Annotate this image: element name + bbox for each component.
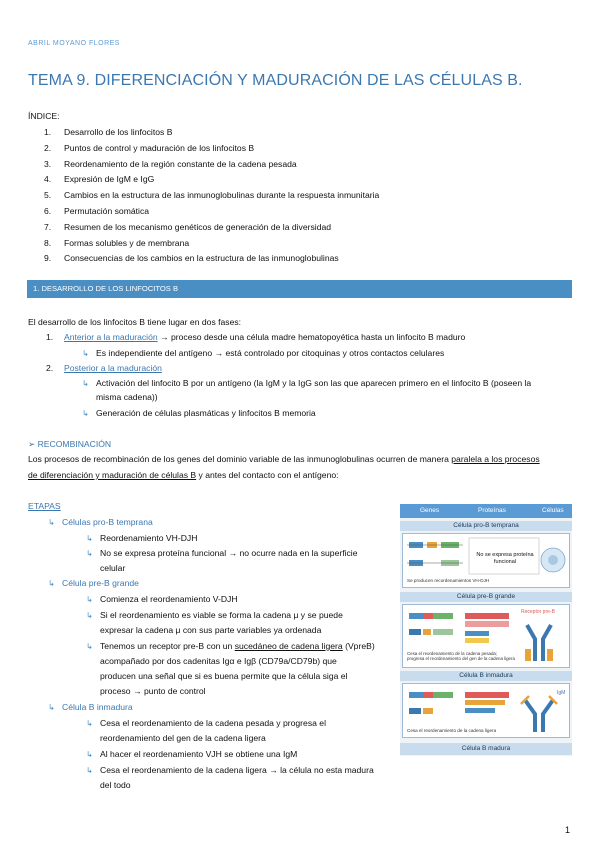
arrow-icon: ↳ xyxy=(86,642,93,651)
bullet-cont: celular xyxy=(100,563,126,573)
receptor-label: Receptor pre-B xyxy=(521,609,555,615)
bullet-cont: expresar la cadena μ con sus parte variables ya ordenada xyxy=(100,625,322,635)
bullet-text: No se expresa proteína funcional → no ocurre nada en la superficie xyxy=(100,548,358,558)
bullet-text: Reordenamiento VH-DJH xyxy=(100,533,198,543)
phase-1 xyxy=(46,332,465,342)
arrow-icon: ↳ xyxy=(86,534,93,543)
figure-stage-b-madura: Célula B madura xyxy=(400,743,572,755)
index-number: 4. xyxy=(44,174,52,185)
arrow-icon: ↳ xyxy=(86,719,93,728)
index-text: Reordenamiento de la región constante de la cadena pesada xyxy=(64,158,297,169)
bullet-text: Cesa el reordenamiento de la cadena pesada y progresa el xyxy=(100,718,326,728)
index-list xyxy=(44,125,379,267)
stage-pre-b xyxy=(48,578,139,588)
arrow-icon: ↳ xyxy=(86,750,93,759)
bullet-cont: reordenamiento del gen de la cadena ligera xyxy=(100,733,266,743)
bullet-cont: proceso → punto de control xyxy=(100,686,206,696)
index-number: 9. xyxy=(44,253,52,264)
figure-stage-b-inmadura: Célula B inmadura xyxy=(400,671,572,681)
recomb-text: y antes del contacto con el antígeno: xyxy=(196,470,339,480)
figure-note: Cesa el reordenamiento de la cadena pesada; progresa el reordenamiento del gen de la cadena ligera xyxy=(407,651,515,662)
index-text: Desarrollo de los linfocitos B xyxy=(64,127,173,137)
index-item xyxy=(44,251,379,267)
index-number: 6. xyxy=(44,205,52,216)
index-text: Resumen de los mecanismo genéticos de generación de la diversidad xyxy=(64,221,332,232)
figure-stage-pro-b: Célula pro-B temprana xyxy=(400,521,572,531)
figure-header xyxy=(400,504,572,518)
phase-2 xyxy=(46,363,162,373)
stage-bullet xyxy=(86,533,197,543)
bullet-text: (VpreB) xyxy=(342,641,375,651)
phase-number: 1. xyxy=(46,332,54,342)
phase-1-sub-text: Es independiente del antígeno → está controlado por citoquinas y otros contactos celulares xyxy=(96,348,445,358)
bullet-cont: producen una señal que si es buena permite que la célula siga el xyxy=(100,671,348,681)
stage-title: Célula pre-B grande xyxy=(62,578,139,588)
figure-col-genes: Genes xyxy=(420,507,440,514)
figure-note: Se producen recordenamientos VH-DJH xyxy=(407,578,490,583)
index-item xyxy=(44,188,379,204)
index-item xyxy=(44,236,379,252)
index-number: 3. xyxy=(44,158,52,169)
index-text: Puntos de control y maduración de los linfocitos B xyxy=(64,142,255,153)
phase-2-sub2-text: Generación de células plasmáticas y linfocitos B memoria xyxy=(96,408,316,418)
phase-1-sub xyxy=(82,348,444,358)
intro-text: El desarrollo de los linfocitos B tiene lugar en dos fases: xyxy=(28,317,242,327)
figure-col-celulas: Células xyxy=(542,507,564,514)
bullet-text: Si el reordenamiento es viable se forma la cadena μ y se puede xyxy=(100,610,343,620)
figure-note: Cesa el reordenamiento de la cadena ligera xyxy=(407,728,497,733)
recomb-text: Los procesos de recombinación de los genes del dominio variable de las inmunoglobulinas ocurren de manera xyxy=(28,454,452,464)
arrow-icon: ↳ xyxy=(86,549,93,558)
stage-bullet xyxy=(86,641,375,651)
index-item xyxy=(44,157,379,173)
index-heading: ÍNDICE: xyxy=(28,111,60,121)
index-number: 2. xyxy=(44,142,52,153)
stage-b-inmadura xyxy=(48,702,133,712)
figure-panel-b-inmadura xyxy=(402,683,570,738)
arrow-icon: ↳ xyxy=(86,595,93,604)
index-item xyxy=(44,141,379,157)
figure-col-proteinas: Proteínas xyxy=(478,507,506,514)
phase-number: 2. xyxy=(46,363,54,373)
index-text: Expresión de IgM e IgG xyxy=(64,174,155,185)
arrow-icon: ↳ xyxy=(82,379,89,388)
stage-title: Célula B inmadura xyxy=(62,702,133,712)
stage-bullet xyxy=(86,749,297,759)
bullet-text: Al hacer el reordenamiento VJH se obtiene una IgM xyxy=(100,749,298,759)
figure-stage-pre-b: Célula pre-B grande xyxy=(400,592,572,602)
igm-label: IgM xyxy=(557,690,566,696)
index-text: Formas solubles y de membrana xyxy=(64,237,190,248)
stage-bullet xyxy=(86,548,358,558)
arrow-icon: ↳ xyxy=(82,409,89,418)
figure-panel-pro-b xyxy=(402,533,570,588)
bullet-text: Comienza el reordenamiento V-DJH xyxy=(100,594,238,604)
index-number: 1. xyxy=(44,127,52,137)
stage-bullet xyxy=(86,718,326,728)
index-number: 5. xyxy=(44,190,52,201)
index-item xyxy=(44,172,379,188)
page-title: TEMA 9. DIFERENCIACIÓN Y MADURACIÓN DE LAS CÉLULAS B. xyxy=(28,72,523,89)
bullet-cont: del todo xyxy=(100,780,131,790)
bullet-text: Tenemos un receptor pre-B con un xyxy=(100,641,235,651)
index-text: Cambios en la estructura de las inmunoglobulinas durante la respuesta inmunitaria xyxy=(64,190,380,201)
bullet-text: Cesa el reordenamiento de la cadena ligera → la célula no esta madura xyxy=(100,765,374,775)
figure-panel-pre-b xyxy=(402,604,570,668)
stage-title: Células pro-B temprana xyxy=(62,517,153,527)
arrow-icon: ↳ xyxy=(82,349,89,358)
index-item xyxy=(44,125,379,141)
stage-bullet xyxy=(86,610,343,620)
index-text: Consecuencias de los cambios en la estructura de las inmunoglobulinas xyxy=(64,253,339,264)
stage-bullet xyxy=(86,594,238,604)
phase-2-sub2 xyxy=(82,408,316,418)
recomb-underlined: paralela a los procesos xyxy=(451,454,540,464)
recombination-line-2 xyxy=(28,470,339,480)
arrow-icon: ↳ xyxy=(48,703,55,712)
arrow-icon: ↳ xyxy=(86,766,93,775)
figure-panel-text: No se expresa proteína funcional xyxy=(476,552,534,565)
recombination-line-1 xyxy=(28,454,540,464)
phase-desc: → proceso desde una célula madre hematopoyética hasta un linfocito B maduro xyxy=(157,332,466,342)
phase-2-sub1-cont: misma cadena)) xyxy=(96,392,158,402)
stage-bullet xyxy=(86,765,374,775)
arrow-icon: ↳ xyxy=(48,579,55,588)
index-text: Permutación somática xyxy=(64,205,150,216)
bullet-cont: acompañado por dos cadenitas Igα e Igβ (CD79a/CD79b) que xyxy=(100,656,337,666)
recombination-heading: ➢ RECOMBINACIÓN xyxy=(28,439,112,449)
arrow-icon: ↳ xyxy=(48,518,55,527)
author-name: ABRIL MOYANO FLORES xyxy=(28,40,120,47)
arrow-icon: ↳ xyxy=(86,611,93,620)
stages-heading: ETAPAS xyxy=(28,501,61,511)
bullet-underlined: sucedáneo de cadena ligera xyxy=(234,641,343,651)
b-cell-stages-figure xyxy=(400,504,572,756)
index-item xyxy=(44,220,379,236)
page-number: 1 xyxy=(565,825,571,835)
index-number: 8. xyxy=(44,237,52,248)
phase-2-sub1 xyxy=(82,378,531,388)
section-heading: 1. DESARROLLO DE LOS LINFOCITOS B xyxy=(27,280,572,298)
index-item xyxy=(44,204,379,220)
recomb-underlined: de diferenciación y maduración de células B xyxy=(28,470,197,480)
phase-name: Posterior a la maduración xyxy=(64,363,162,373)
phase-2-sub1-text: Activación del linfocito B por un antígeno (la IgM y la IgG son las que aparecen primero en el linfocito B (poseen la xyxy=(96,378,532,388)
stage-pro-b xyxy=(48,517,153,527)
phase-name: Anterior a la maduración xyxy=(64,332,158,342)
index-number: 7. xyxy=(44,221,52,232)
